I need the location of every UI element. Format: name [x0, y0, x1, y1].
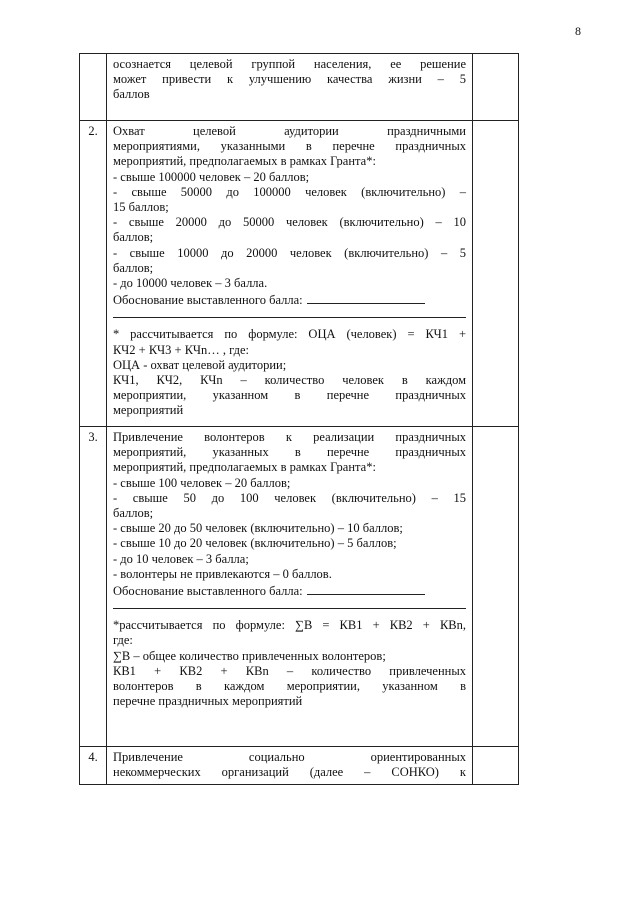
text-line: - свыше 100000 человек – 20 баллов;	[113, 169, 310, 184]
footnote-line: *рассчитывается по формуле: ∑В = КВ1 + КВ2 + КВn,	[113, 618, 466, 633]
justification-line: Обоснование выставленного балла:	[113, 582, 466, 599]
text-line: может привести к улучшению качества жизни – 5	[113, 72, 466, 87]
footnote-line: ОЦА - охват целевой аудитории;	[113, 357, 287, 372]
text-line: - свыше 100 человек – 20 баллов;	[113, 475, 291, 490]
text-line: мероприятиями, указанными в перечне праздничных	[113, 139, 466, 154]
footnote-line: перечне праздничных мероприятий	[113, 694, 303, 709]
text-line: - волонтеры не привлекаются – 0 баллов.	[113, 566, 332, 581]
score-cell	[473, 121, 519, 427]
table-row	[80, 121, 519, 427]
justification-blank	[307, 291, 425, 304]
footnote-separator	[113, 608, 466, 610]
text-line: баллов	[113, 87, 150, 102]
text-line: - свыше 50000 до 100000 человек (включительно) –	[113, 184, 466, 199]
text-line: 15 баллов;	[113, 200, 169, 215]
row-number-cell	[80, 427, 107, 747]
page-number: 8	[575, 24, 581, 38]
text-line: Привлечение волонтеров к реализации праздничных	[113, 430, 466, 444]
text-line: - свыше 20000 до 50000 человек (включительно) – 10	[113, 215, 466, 230]
footnote-line: ∑В – общее количество привлеченных волонтеров;	[113, 648, 386, 663]
score-cell	[473, 54, 519, 121]
text-line: мероприятий, предполагаемых в рамках Гранта*:	[113, 154, 376, 169]
criteria-table	[79, 53, 519, 785]
text-line: некоммерческих организаций (далее – СОНКО) к	[113, 765, 466, 780]
criterion-cell	[107, 747, 473, 785]
text-line: - свыше 20 до 50 человек (включительно) – 10 баллов;	[113, 521, 403, 536]
row-number: 4.	[88, 750, 98, 764]
text-line: баллов;	[113, 230, 154, 245]
row-number: 3.	[88, 430, 98, 444]
text-line: - свыше 10000 до 20000 человек (включительно) – 5	[113, 245, 466, 260]
table-row	[80, 747, 519, 785]
score-cell	[473, 427, 519, 747]
table-row	[80, 427, 519, 747]
footnote-line: * рассчитывается по формуле: ОЦА (человек) = КЧ1 +	[113, 327, 466, 342]
text-line: мероприятий, указанных в перечне праздничных	[113, 445, 466, 460]
text-line: Охват целевой аудитории праздничными	[113, 124, 466, 138]
table-row	[80, 54, 519, 121]
text-line: - свыше 50 до 100 человек (включительно) – 15	[113, 490, 466, 505]
row-number: 2.	[88, 124, 98, 138]
text-line: - до 10000 человек – 3 балла.	[113, 276, 268, 291]
criterion-cell	[107, 121, 473, 427]
text-line: - свыше 10 до 20 человек (включительно) – 5 баллов;	[113, 536, 397, 551]
text-line: Привлечение социально ориентированных	[113, 750, 466, 764]
justification-line: Обоснование выставленного балла:	[113, 291, 466, 308]
row-number-cell	[80, 747, 107, 785]
text-line: баллов;	[113, 260, 154, 275]
footnote-line: мероприятии, указанном в перечне праздничных	[113, 388, 466, 403]
row-number-cell	[80, 54, 107, 121]
justification-blank	[307, 582, 425, 595]
footnote-line: КЧ2 + КЧ3 + КЧn… , где:	[113, 342, 249, 357]
text-line: осознается целевой группой населения, ее решение	[113, 57, 466, 71]
text-line: мероприятий, предполагаемых в рамках Гранта*:	[113, 460, 376, 475]
footnote-line: КВ1 + КВ2 + КВn – количество привлеченных	[113, 663, 466, 678]
footnote-line: мероприятий	[113, 403, 184, 418]
score-cell	[473, 747, 519, 785]
row-number-cell	[80, 121, 107, 427]
text-line: - до 10 человек – 3 балла;	[113, 551, 249, 566]
criterion-cell	[107, 427, 473, 747]
text-line: баллов;	[113, 506, 154, 521]
criterion-cell	[107, 54, 473, 121]
footnote-line: КЧ1, КЧ2, КЧn – количество человек в каждом	[113, 373, 466, 388]
footnote-separator	[113, 317, 466, 319]
footnote-line: где:	[113, 633, 133, 648]
footnote-line: волонтеров в каждом мероприятии, указанном в	[113, 679, 466, 694]
